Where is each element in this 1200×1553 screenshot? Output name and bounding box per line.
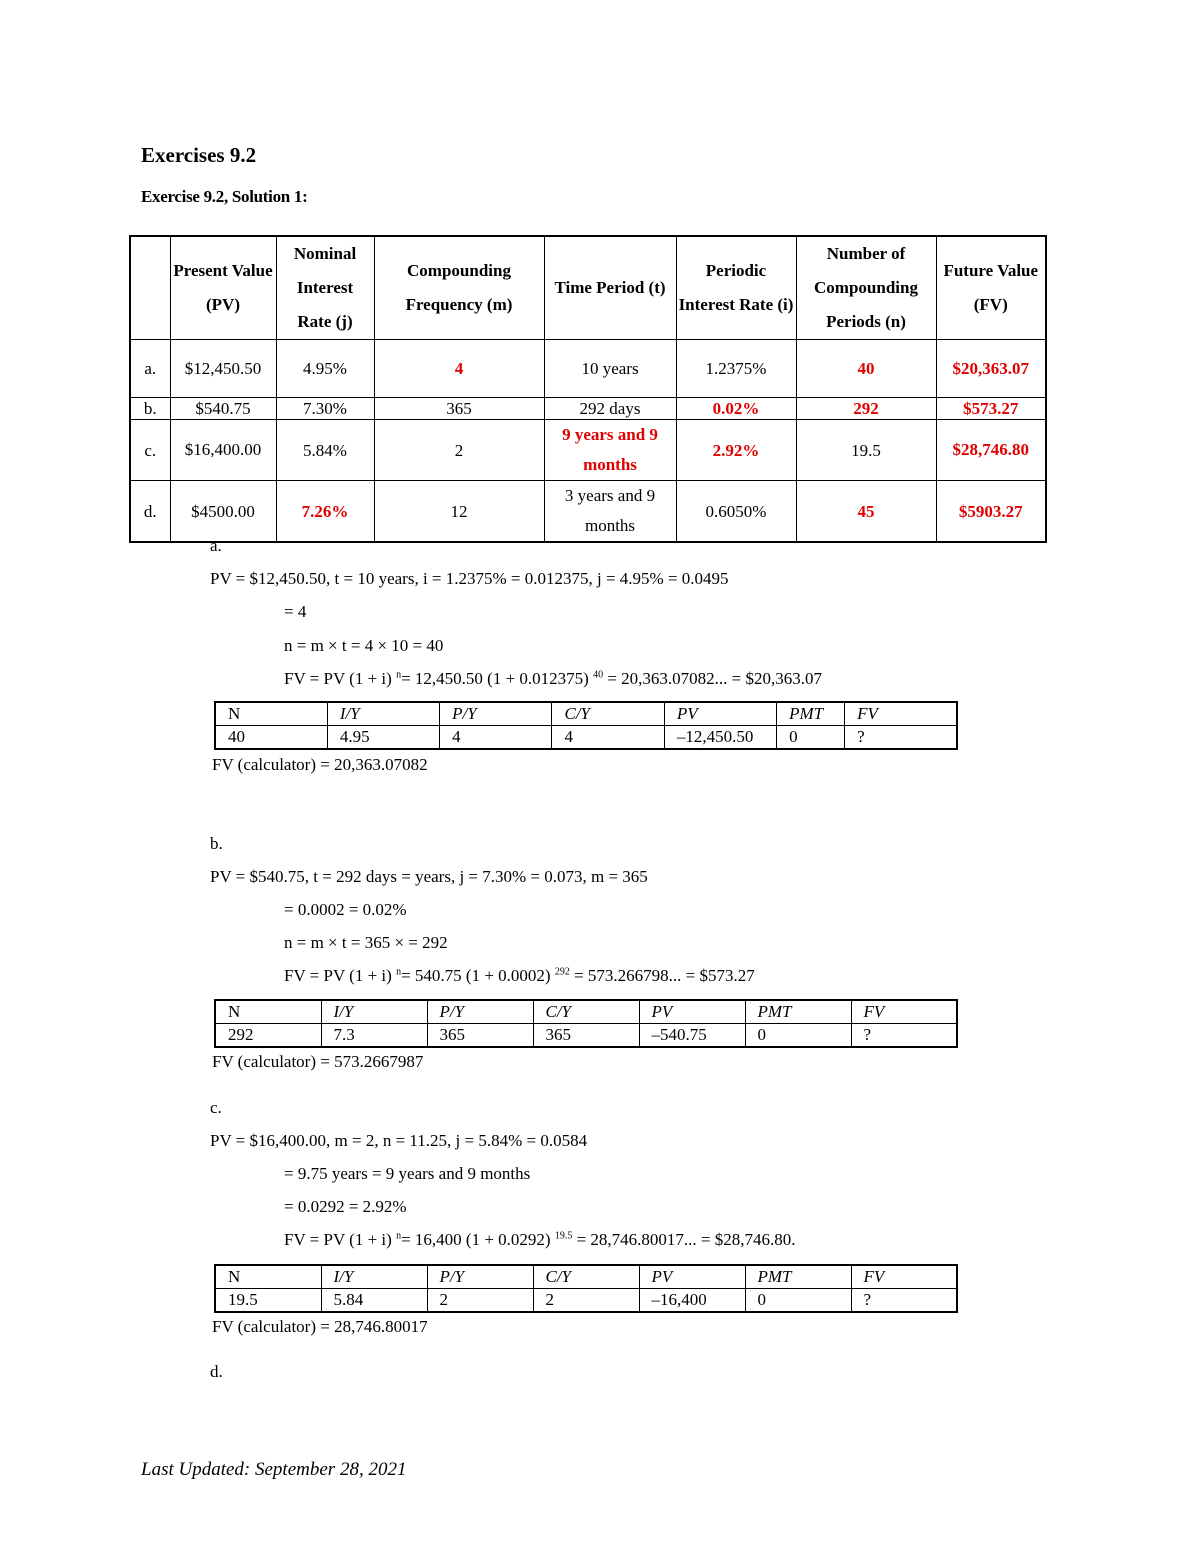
formula-fv: FV = PV (1 + i) [284,1230,392,1249]
calc-value-row [215,1024,957,1048]
cell-t: 9 years and 9 months [544,420,676,481]
calc-header: FV [851,1000,957,1024]
table-row [130,420,1046,481]
calc-header: I/Y [321,1265,427,1289]
calc-header: PV [664,702,776,726]
row-label: a. [130,340,170,398]
cell-fv: $28,746.80 [936,420,1046,481]
calc-value: 365 [533,1024,639,1048]
part-b-result: FV (calculator) = 573.2667987 [212,1052,424,1071]
calc-header-row [215,702,957,726]
calc-header: PV [639,1000,745,1024]
page-title: Exercises 9.2 [141,143,257,167]
part-a-result: FV (calculator) = 20,363.07082 [212,755,428,774]
part-c-result: FV (calculator) = 28,746.80017 [212,1317,428,1336]
cell-j: 7.30% [276,398,374,420]
calc-value: 4 [552,726,664,750]
cell-i: 1.2375% [676,340,796,398]
part-c-line1: PV = $16,400.00, m = 2, n = 11.25, j = 5.84% = 0.0584 [210,1131,588,1150]
calc-value: 40 [215,726,327,750]
cell-j: 4.95% [276,340,374,398]
header-j: Nominal Interest Rate (j) [276,236,374,340]
part-a-line3: n = m × t = 4 × 10 = 40 [284,636,444,655]
calc-value: –540.75 [639,1024,745,1048]
cell-pv: $4500.00 [170,481,276,543]
calc-value: 7.3 [321,1024,427,1048]
header-pv: Present Value (PV) [170,236,276,340]
header-i: Periodic Interest Rate (i) [676,236,796,340]
cell-m: 4 [374,340,544,398]
cell-n: 45 [796,481,936,543]
calc-header: P/Y [427,1000,533,1024]
cell-t: 3 years and 9 months [544,481,676,543]
part-c-line4 [284,1230,796,1250]
calc-value: ? [845,726,957,750]
calc-value: –16,400 [639,1289,745,1313]
formula-result: = 573.266798... = $573.27 [574,966,755,985]
part-b-line4 [284,966,755,986]
calc-header: PV [639,1265,745,1289]
part-b-line1: PV = $540.75, t = 292 days = years, j = 7.30% = 0.073, m = 365 [210,867,648,886]
calc-header-row [215,1265,957,1289]
calc-header: I/Y [327,702,439,726]
cell-n: 292 [796,398,936,420]
cell-j: 7.26% [276,481,374,543]
cell-m: 12 [374,481,544,543]
formula-values: = 12,450.50 (1 + 0.012375) [401,669,589,688]
cell-pv: $540.75 [170,398,276,420]
calc-header: N [215,702,327,726]
cell-i: 2.92% [676,420,796,481]
part-a-line2: = 4 [284,602,307,621]
calc-header: FV [851,1265,957,1289]
cell-j: 5.84% [276,420,374,481]
calculator-table-c [214,1264,958,1313]
section-subtitle: Exercise 9.2, Solution 1: [141,187,308,206]
calc-header: PMT [745,1000,851,1024]
header-cell [130,236,170,340]
part-a-line1: PV = $12,450.50, t = 10 years, i = 1.2375% = 0.012375, j = 4.95% = 0.0495 [210,569,729,588]
exponent-n: n [396,966,402,978]
cell-n: 19.5 [796,420,936,481]
calc-header: P/Y [440,702,552,726]
part-d-label: d. [210,1362,223,1381]
cell-fv: $573.27 [936,398,1046,420]
row-label: c. [130,420,170,481]
calc-header: I/Y [321,1000,427,1024]
cell-n: 40 [796,340,936,398]
calculator-table-a [214,701,958,750]
row-label: d. [130,481,170,543]
calc-value: 0 [745,1024,851,1048]
table-row [130,340,1046,398]
calc-header: FV [845,702,957,726]
cell-pv: $16,400.00 [170,420,276,481]
calc-value: –12,450.50 [664,726,776,750]
row-label: b. [130,398,170,420]
calc-value: 2 [533,1289,639,1313]
calc-header: PMT [777,702,845,726]
cell-i: 0.02% [676,398,796,420]
calc-value-row [215,1289,957,1313]
calc-value: 2 [427,1289,533,1313]
header-fv: Future Value (FV) [936,236,1046,340]
summary-table [129,235,1047,543]
calc-value: 4.95 [327,726,439,750]
formula-fv: FV = PV (1 + i) [284,966,392,985]
cell-m: 365 [374,398,544,420]
calc-header: N [215,1000,321,1024]
exponent-n: n [396,1230,402,1242]
formula-values: = 540.75 (1 + 0.0002) [401,966,551,985]
cell-t: 10 years [544,340,676,398]
cell-pv: $12,450.50 [170,340,276,398]
header-n: Number of Compounding Periods (n) [796,236,936,340]
header-t: Time Period (t) [544,236,676,340]
header-m: Compounding Frequency (m) [374,236,544,340]
part-b-line3: n = m × t = 365 × = 292 [284,933,448,952]
cell-fv: $5903.27 [936,481,1046,543]
calculator-table-b [214,999,958,1048]
part-a-line4 [284,669,822,689]
exponent-value: 40 [593,669,604,681]
cell-t: 292 days [544,398,676,420]
calc-value: 4 [440,726,552,750]
part-b-line2: = 0.0002 = 0.02% [284,900,407,919]
part-c-label: c. [210,1098,222,1117]
exponent-n: n [396,669,402,681]
formula-fv: FV = PV (1 + i) [284,669,392,688]
formula-result: = 28,746.80017... = $28,746.80. [576,1230,796,1249]
formula-result: = 20,363.07082... = $20,363.07 [607,669,823,688]
cell-i: 0.6050% [676,481,796,543]
calc-value: 19.5 [215,1289,321,1313]
calc-header: C/Y [533,1000,639,1024]
calc-header: C/Y [552,702,664,726]
calc-header-row [215,1000,957,1024]
calc-header: C/Y [533,1265,639,1289]
part-c-line2: = 9.75 years = 9 years and 9 months [284,1164,531,1183]
exponent-value: 19.5 [554,1230,573,1242]
table-row [130,481,1046,543]
calc-value: 0 [777,726,845,750]
formula-values: = 16,400 (1 + 0.0292) [401,1230,551,1249]
calc-value: 365 [427,1024,533,1048]
table-header-row [130,236,1046,340]
exponent-value: 292 [554,966,570,978]
part-b-label: b. [210,834,223,853]
calc-value: 292 [215,1024,321,1048]
part-a-label: a. [210,536,222,555]
part-c-line3: = 0.0292 = 2.92% [284,1197,407,1216]
calc-value: ? [851,1289,957,1313]
calc-value: 5.84 [321,1289,427,1313]
calc-header: PMT [745,1265,851,1289]
table-row [130,398,1046,420]
cell-m: 2 [374,420,544,481]
calc-value: ? [851,1024,957,1048]
cell-fv: $20,363.07 [936,340,1046,398]
calc-header: N [215,1265,321,1289]
calc-header: P/Y [427,1265,533,1289]
last-updated-footer: Last Updated: September 28, 2021 [141,1459,407,1480]
calc-value-row [215,726,957,750]
calc-value: 0 [745,1289,851,1313]
